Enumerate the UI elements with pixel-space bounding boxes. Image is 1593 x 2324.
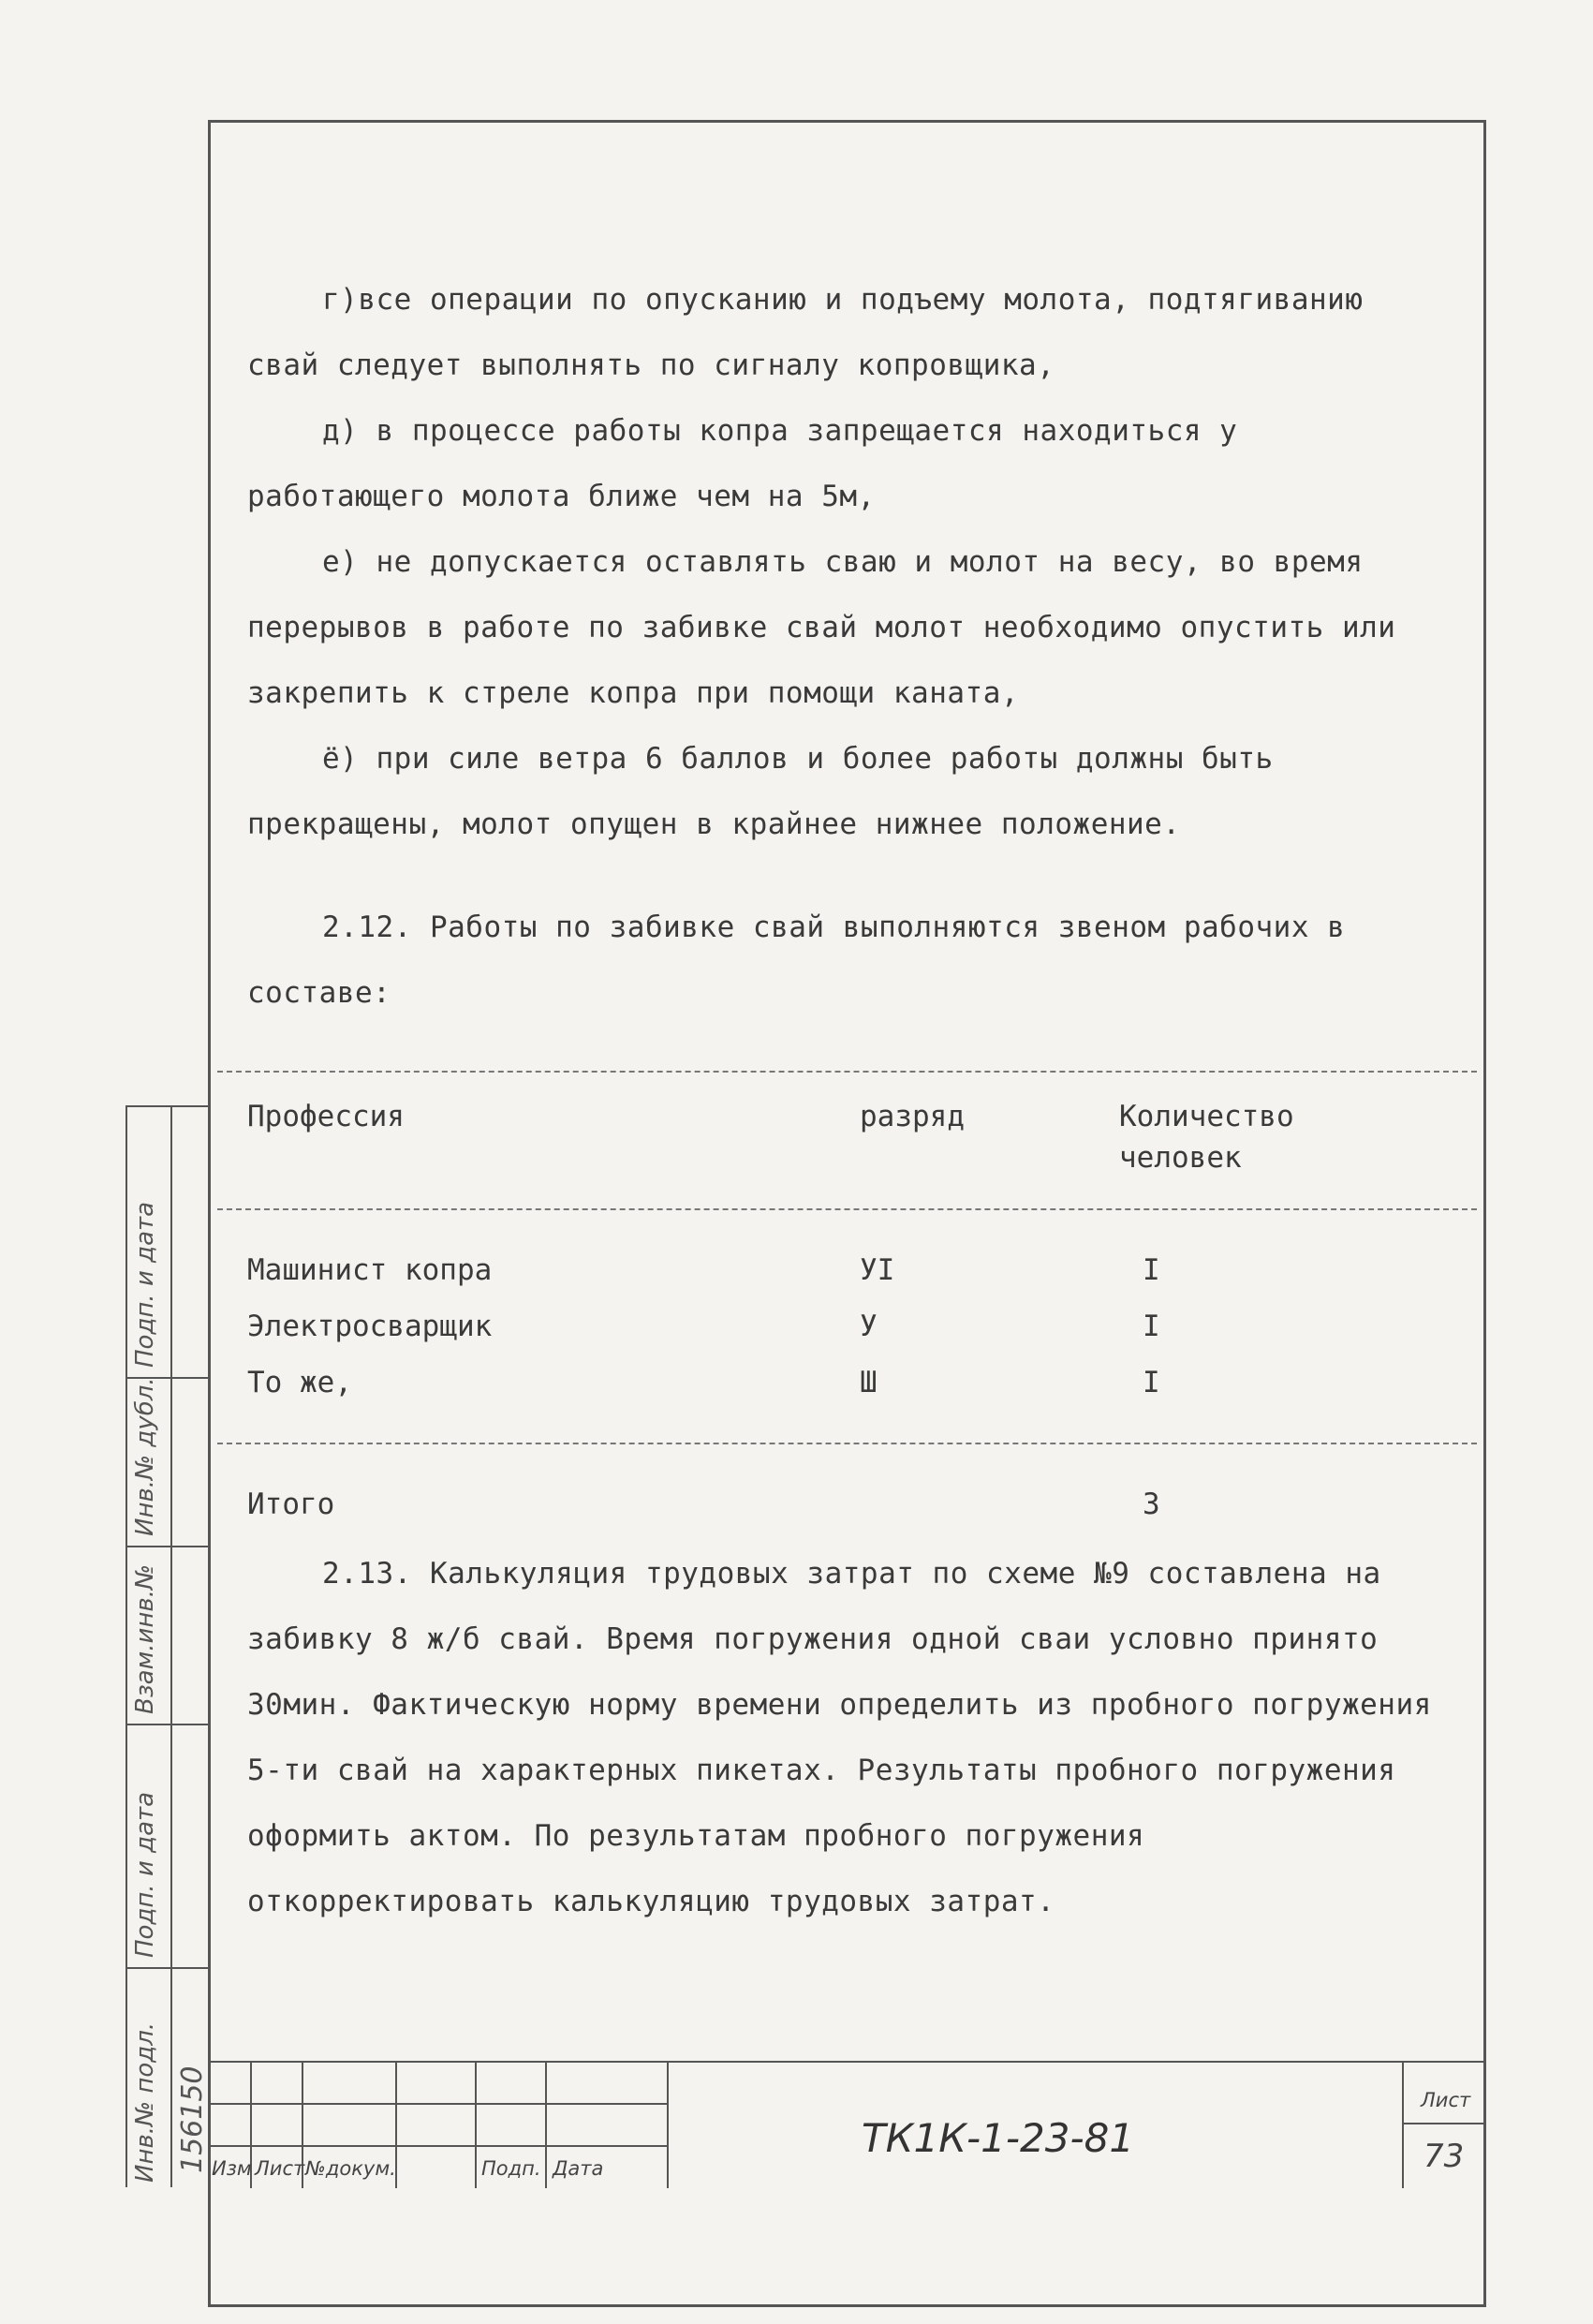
table-header-rule	[217, 1208, 1477, 1210]
side-label-vzam-inv: Взам.инв.№	[131, 1564, 159, 1714]
sheet-number: 73	[1423, 2138, 1465, 2175]
safety-item-yo: ё) при силе ветра 6 баллов и более работы должны быть прекращены, молот опущен в крайнее нижнее положение.	[247, 742, 1274, 841]
total-label: Итого	[247, 1488, 335, 1521]
row-1-profession: Машинист копра	[247, 1253, 493, 1287]
header-count-line2: человек	[1119, 1141, 1242, 1175]
row-2-grade: У	[860, 1310, 878, 1343]
title-block-col-7	[1402, 2061, 1404, 2188]
label-izm: Изм	[212, 2157, 252, 2180]
title-block-top	[208, 2061, 1486, 2063]
label-podp: Подп.	[481, 2157, 541, 2180]
safety-item-g: г)все операции по опусканию и подъему молота, подтягиванию свай следует выполнять по сигналу копровщика,	[247, 283, 1364, 382]
label-doc-number: №докум.	[305, 2157, 396, 2180]
title-block	[208, 2061, 1486, 2188]
document-code: ТК1К-1-23-81	[862, 2115, 1135, 2161]
label-sheet: Лист	[1421, 2089, 1471, 2111]
side-label-inv-dubl: Инв.№ дубл.	[131, 1377, 159, 1536]
paragraph-2-13	[247, 1541, 1437, 1934]
paragraph-2-12	[247, 895, 1437, 1026]
header-grade: разряд	[860, 1100, 965, 1133]
side-stamp-h-5	[125, 1967, 208, 1969]
row-3-profession: То же,	[247, 1366, 352, 1399]
row-2-profession: Электросварщик	[247, 1310, 493, 1343]
total-value: 3	[1143, 1488, 1160, 1521]
safety-items	[247, 267, 1437, 857]
title-block-row-2	[208, 2145, 667, 2147]
table-top-rule	[217, 1071, 1477, 1073]
side-stamp-h-1	[125, 1105, 208, 1107]
title-block-col-6	[667, 2061, 669, 2188]
safety-item-e: е) не допускается оставлять сваю и молот на весу, во время перерывов в работе по забивке свай молот необходимо опустить или закрепить к стреле копра при помощи каната,	[247, 545, 1396, 710]
title-block-col-5	[545, 2061, 547, 2188]
side-stamp-line-1	[125, 1105, 127, 2187]
side-label-podp-date-2: Подп. и дата	[131, 1791, 159, 1958]
title-block-col-4	[475, 2061, 477, 2188]
header-profession: Профессия	[247, 1100, 405, 1133]
side-inv-number: 156150	[176, 2065, 209, 2173]
side-stamp-h-3	[125, 1546, 208, 1547]
row-2-count: I	[1143, 1310, 1160, 1343]
paragraph-2-13-text: 2.13. Калькуляция трудовых затрат по схеме №9 составлена на забивку 8 ж/б свай. Время погружения одной сваи условно принято 30мин. Фактическую норму времени определить из пробного погружения 5-ти свай на характерных пикетах. Результаты пробного погружения оформить актом. По результатам пробного погружения откорректировать калькуляцию трудовых затрат.	[247, 1557, 1432, 1918]
side-stamp-h-4	[125, 1724, 208, 1725]
row-3-grade: Ш	[860, 1366, 878, 1399]
paragraph-2-12-text: 2.12. Работы по забивке свай выполняются звеном рабочих в составе:	[247, 910, 1346, 1010]
row-1-grade: УI	[860, 1253, 895, 1287]
title-block-row-1	[208, 2103, 667, 2105]
row-1-count: I	[1143, 1253, 1160, 1287]
header-count-line1: Количество	[1119, 1100, 1294, 1133]
label-list: Лист	[255, 2157, 305, 2180]
table-total-rule	[217, 1443, 1477, 1444]
row-3-count: I	[1143, 1366, 1160, 1399]
safety-item-d: д) в процессе работы копра запрещается находиться у работающего молота ближе чем на 5м,	[247, 414, 1238, 513]
label-data: Дата	[553, 2157, 604, 2180]
side-stamp-line-2	[170, 1105, 172, 2187]
title-block-sheet-divider	[1402, 2123, 1486, 2124]
side-label-podp-date-1: Подп. и дата	[131, 1201, 159, 1368]
side-label-inv-podl: Инв.№ подл.	[131, 2021, 159, 2183]
